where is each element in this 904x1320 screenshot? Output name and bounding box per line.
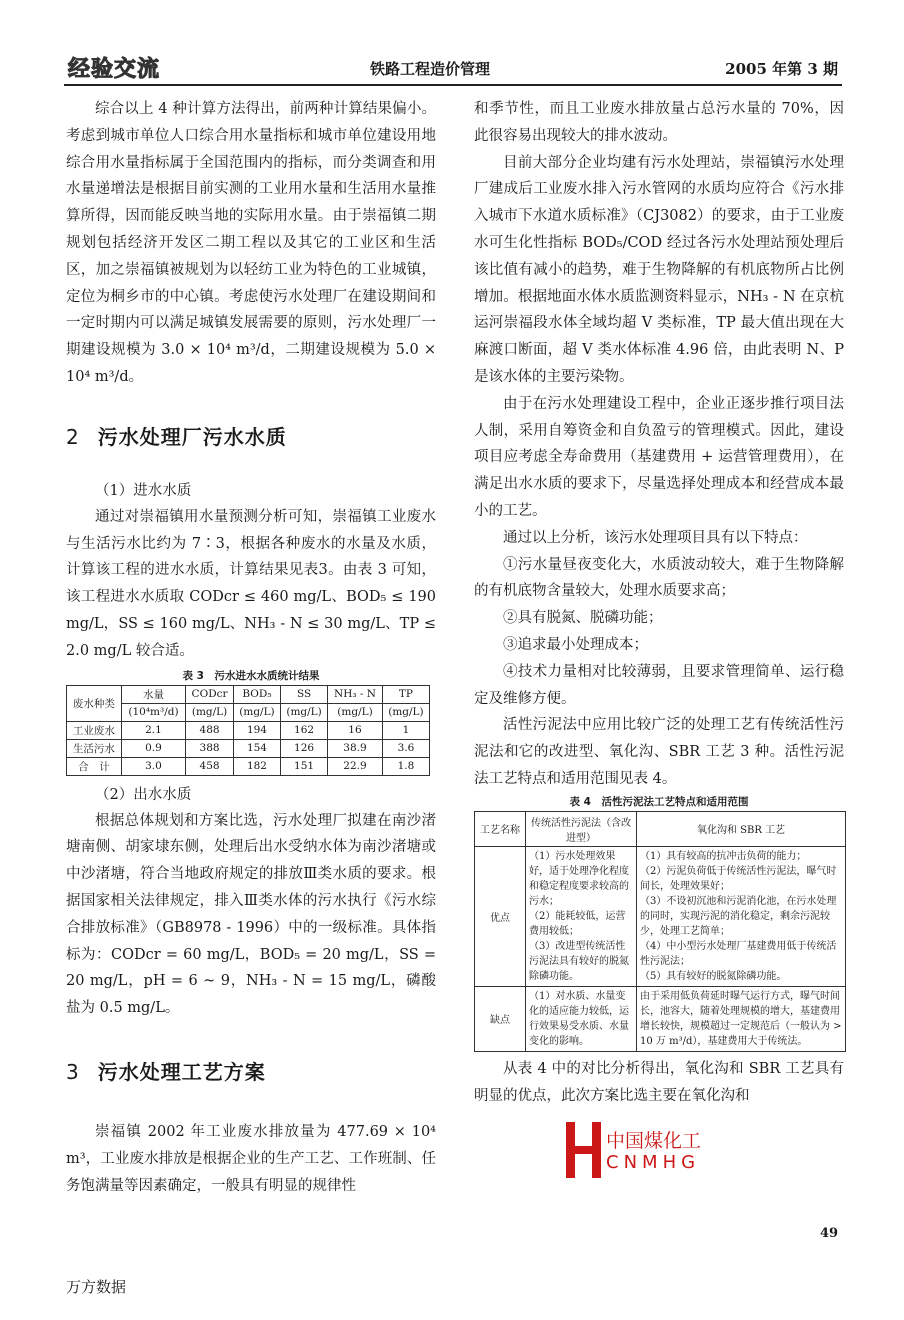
feature-item: ②具有脱氮、脱磷功能； bbox=[503, 610, 663, 627]
table-unit-cell: (mg/L) bbox=[233, 703, 280, 721]
table-header-cell: BOD₅ bbox=[233, 685, 280, 703]
subheading: （1）进水水质 bbox=[95, 482, 192, 499]
table-cell: 151 bbox=[281, 757, 328, 775]
table-unit-cell: (mg/L) bbox=[186, 703, 234, 721]
table-row bbox=[67, 721, 430, 739]
watermark bbox=[566, 1108, 701, 1180]
table-cell: 488 bbox=[186, 721, 234, 739]
table-header-cell: NH₃ - N bbox=[328, 685, 383, 703]
section-number: 3 bbox=[66, 1059, 80, 1084]
issue-label: 2005 年第 3 期 bbox=[725, 60, 838, 78]
paragraph: 活性污泥法中应用比较广泛的处理工艺有传统活性污泥法和它的改进型、氧化沟、SBR 工艺 3 种。活性污泥法工艺特点和适用范围见表 4。 bbox=[474, 717, 844, 787]
journal-title: 铁路工程造价管理 bbox=[370, 60, 491, 78]
table-row bbox=[67, 739, 430, 757]
paragraph: 通过对崇福镇用水量预测分析可知，崇福镇工业废水与生活污水比约为 7∶3，根据各种废水的水量及水质，计算该工程的进水水质，计算结果见表3。由表 3 可知，该工程进水水质取 CODcr ≤ 460 mg/L、BOD₅ ≤ 190 mg/L，SS ≤ 160 mg/L、NH₃ - N ≤ 30 mg/L、TP ≤ 2.0 mg/L 较合适。 bbox=[66, 508, 436, 659]
right-column bbox=[474, 96, 844, 1109]
table-cell: 2.1 bbox=[121, 721, 185, 739]
table-cell: 126 bbox=[281, 739, 328, 757]
table-cell: 182 bbox=[233, 757, 280, 775]
paragraph: 目前大部分企业均建有污水处理站，崇福镇污水处理厂建成后工业废水排入污水管网的水质均应符合《污水排入城市下水道水质标准》（CJ3082）的要求，由于工业废水可生化性指标 BOD₅/COD 经过各污水处理站预处理后该比值有减小的趋势，难于生物降解的有机底物所占比例增加。根据地面水体水质监测资料显示，NH₃ - N 在京杭运河崇福段水体全域均超 V 类标准，TP 最大值出现在大麻渡口断面，超 V 类水体标准 4.96 倍，由此表明 N、P 是该水体的主要污染物。 bbox=[474, 154, 844, 385]
table-header-cell: 工艺名称 bbox=[475, 811, 526, 846]
table-unit-cell: (mg/L) bbox=[328, 703, 383, 721]
table-cell: 194 bbox=[233, 721, 280, 739]
table-cell: 由于采用低负荷延时曝气运行方式，曝气时间长，池容大，随着处理规模的增大，基建费用增长较快，规模超过一定规范后（一般认为 > 10 万 m³/d），基建费用大于传统法。 bbox=[637, 986, 846, 1051]
table-cell: 388 bbox=[186, 739, 234, 757]
left-column bbox=[66, 96, 436, 1199]
table-header-cell: 传统活性污泥法（含改进型） bbox=[526, 811, 637, 846]
row-label: 缺点 bbox=[475, 986, 526, 1051]
paragraph: 由于在污水处理建设工程中，企业正逐步推行项目法人制，采用自筹资金和自负盈亏的管理模式。因此，建设项目应考虑全寿命费用（基建费用 + 运营管理费用），在满足出水水质的要求下，尽量选择处理成本和经营成本最小的工艺。 bbox=[474, 395, 844, 519]
table-cell: （1）对水质、水量变化的适应能力较低，运行效果易受水质、水量变化的影响。 bbox=[526, 986, 637, 1051]
table-cell: （1）污水处理效果好，适于处理净化程度和稳定程度要求较高的污水； （2）能耗较低，运营费用较低； （3）改进型传统活性污泥法具有较好的脱氮除磷功能。 bbox=[526, 846, 637, 986]
table-row bbox=[475, 846, 846, 986]
table-cell: 合 计 bbox=[67, 757, 122, 775]
section-number: 2 bbox=[66, 424, 80, 449]
table-cell: 工业废水 bbox=[67, 721, 122, 739]
process-comparison-table bbox=[474, 811, 846, 1052]
table-header-cell: TP bbox=[382, 685, 429, 703]
paragraph: 根据总体规划和方案比选，污水处理厂拟建在南沙渚塘南侧、胡家埭东侧，处理后出水受纳水体为南沙渚塘或中沙渚塘，符合当地政府规定的排放Ⅲ类水质的要求。根据国家相关法律规定，排入Ⅲ类水体的污水执行《污水综合排放标准》（GB8978 - 1996）中的一级标准。具体指标为：CODcr = 60 mg/L，BOD₅ = 20 mg/L，SS = 20 mg/L，pH = 6 ~ 9，NH₃ - N = 15 mg/L，磷酸盐为 0.5 mg/L。 bbox=[66, 812, 436, 1017]
subheading: （2）出水水质 bbox=[95, 786, 192, 803]
table-cell: 16 bbox=[328, 721, 383, 739]
table-cell: 1 bbox=[382, 721, 429, 739]
table-header-cell: CODcr bbox=[186, 685, 234, 703]
feature-item: ④技术力量相对比较薄弱，且要求管理简单、运行稳定及维修方便。 bbox=[474, 663, 844, 707]
table-row bbox=[67, 757, 430, 775]
table-cell: 162 bbox=[281, 721, 328, 739]
section-heading-2 bbox=[66, 421, 436, 450]
table-unit-cell: (10⁴m³/d) bbox=[121, 703, 185, 721]
watermark-text: 中国煤化工 bbox=[606, 1130, 702, 1152]
table-cell: 生活污水 bbox=[67, 739, 122, 757]
page-header bbox=[68, 56, 838, 82]
paragraph: 通过以上分析，该污水处理项目具有以下特点： bbox=[503, 529, 808, 546]
table-unit-cell: (mg/L) bbox=[382, 703, 429, 721]
table-cell: 154 bbox=[233, 739, 280, 757]
footer-source: 万方数据 bbox=[66, 1278, 127, 1296]
table-cell: 458 bbox=[186, 757, 234, 775]
table-header-cell: 水量 bbox=[121, 685, 185, 703]
header-rule bbox=[64, 84, 842, 86]
table-row bbox=[475, 986, 846, 1051]
watermark-logo-icon bbox=[566, 1122, 604, 1178]
row-label: 优点 bbox=[475, 846, 526, 986]
section-title: 污水处理工艺方案 bbox=[97, 1059, 266, 1084]
table-caption: 表 3 污水进水水质统计结果 bbox=[182, 669, 320, 682]
table-header-cell: SS bbox=[281, 685, 328, 703]
section-title: 污水处理厂污水水质 bbox=[97, 424, 287, 449]
paragraph: 崇福镇 2002 年工业废水排放量为 477.69 × 10⁴ m³，工业废水排放是根据企业的生产工艺、工作班制、任务饱满量等因素确定，一般具有明显的规律性 bbox=[66, 1123, 436, 1194]
page-number: 49 bbox=[820, 1226, 839, 1241]
paragraph: 综合以上 4 种计算方法得出，前两种计算结果偏小。考虑到城市单位人口综合用水量指标和城市单位建设用地综合用水量指标属于全国范围内的指标，而分类调查和用水量递增法是根据目前实测的工业用水量和生活用水量推算所得，因而能反映当地的实际用水量。由于崇福镇二期规划包括经济开发区二期工程以及其它的工业区和生活区，加之崇福镇被规划为以轻纺工业为特色的工业城镇，定位为桐乡市的中心镇。考虑使污水处理厂在建设期间和一定时期内可以满足城镇发展需要的原则，污水处理厂一期建设规模为 3.0 × 10⁴ m³/d，二期建设规模为 5.0 × 10⁴ m³/d。 bbox=[66, 101, 436, 385]
table-cell: （1）具有较高的抗冲击负荷的能力； （2）污泥负荷低于传统活性污泥法，曝气时间长，处理效果好； （3）不设初沉池和污泥消化池，在污水处理的同时，实现污泥的消化稳定，剩余污泥较少，处理工艺简单； （4）中小型污水处理厂基建费用低于传统活性污泥法； （5）具有较好的脱氮除磷功能。 bbox=[637, 846, 846, 986]
table-unit-cell: (mg/L) bbox=[281, 703, 328, 721]
table-cell: 3.6 bbox=[382, 739, 429, 757]
table-header-cell: 废水种类 bbox=[67, 685, 122, 721]
watermark-text-en: CNMHG bbox=[606, 1152, 701, 1173]
table-cell: 22.9 bbox=[328, 757, 383, 775]
paragraph: 从表 4 中的对比分析得出，氧化沟和 SBR 工艺具有明显的优点，此次方案比选主要在氧化沟和 bbox=[474, 1060, 844, 1104]
water-quality-table bbox=[66, 685, 430, 776]
table-cell: 38.9 bbox=[328, 739, 383, 757]
section-label: 经验交流 bbox=[68, 57, 161, 82]
section-heading-3 bbox=[66, 1056, 436, 1085]
table-header-cell: 氧化沟和 SBR 工艺 bbox=[637, 811, 846, 846]
table-cell: 3.0 bbox=[121, 757, 185, 775]
paragraph: 和季节性，而且工业废水排放量占总污水量的 70%，因此很容易出现较大的排水波动。 bbox=[474, 101, 844, 144]
table-cell: 0.9 bbox=[121, 739, 185, 757]
feature-item: ③追求最小处理成本； bbox=[503, 636, 648, 653]
table-cell: 1.8 bbox=[382, 757, 429, 775]
feature-item: ①污水量昼夜变化大，水质波动较大，难于生物降解的有机底物含量较大，处理水质要求高； bbox=[474, 556, 844, 600]
table-caption: 表 4 活性污泥法工艺特点和适用范围 bbox=[569, 795, 749, 808]
